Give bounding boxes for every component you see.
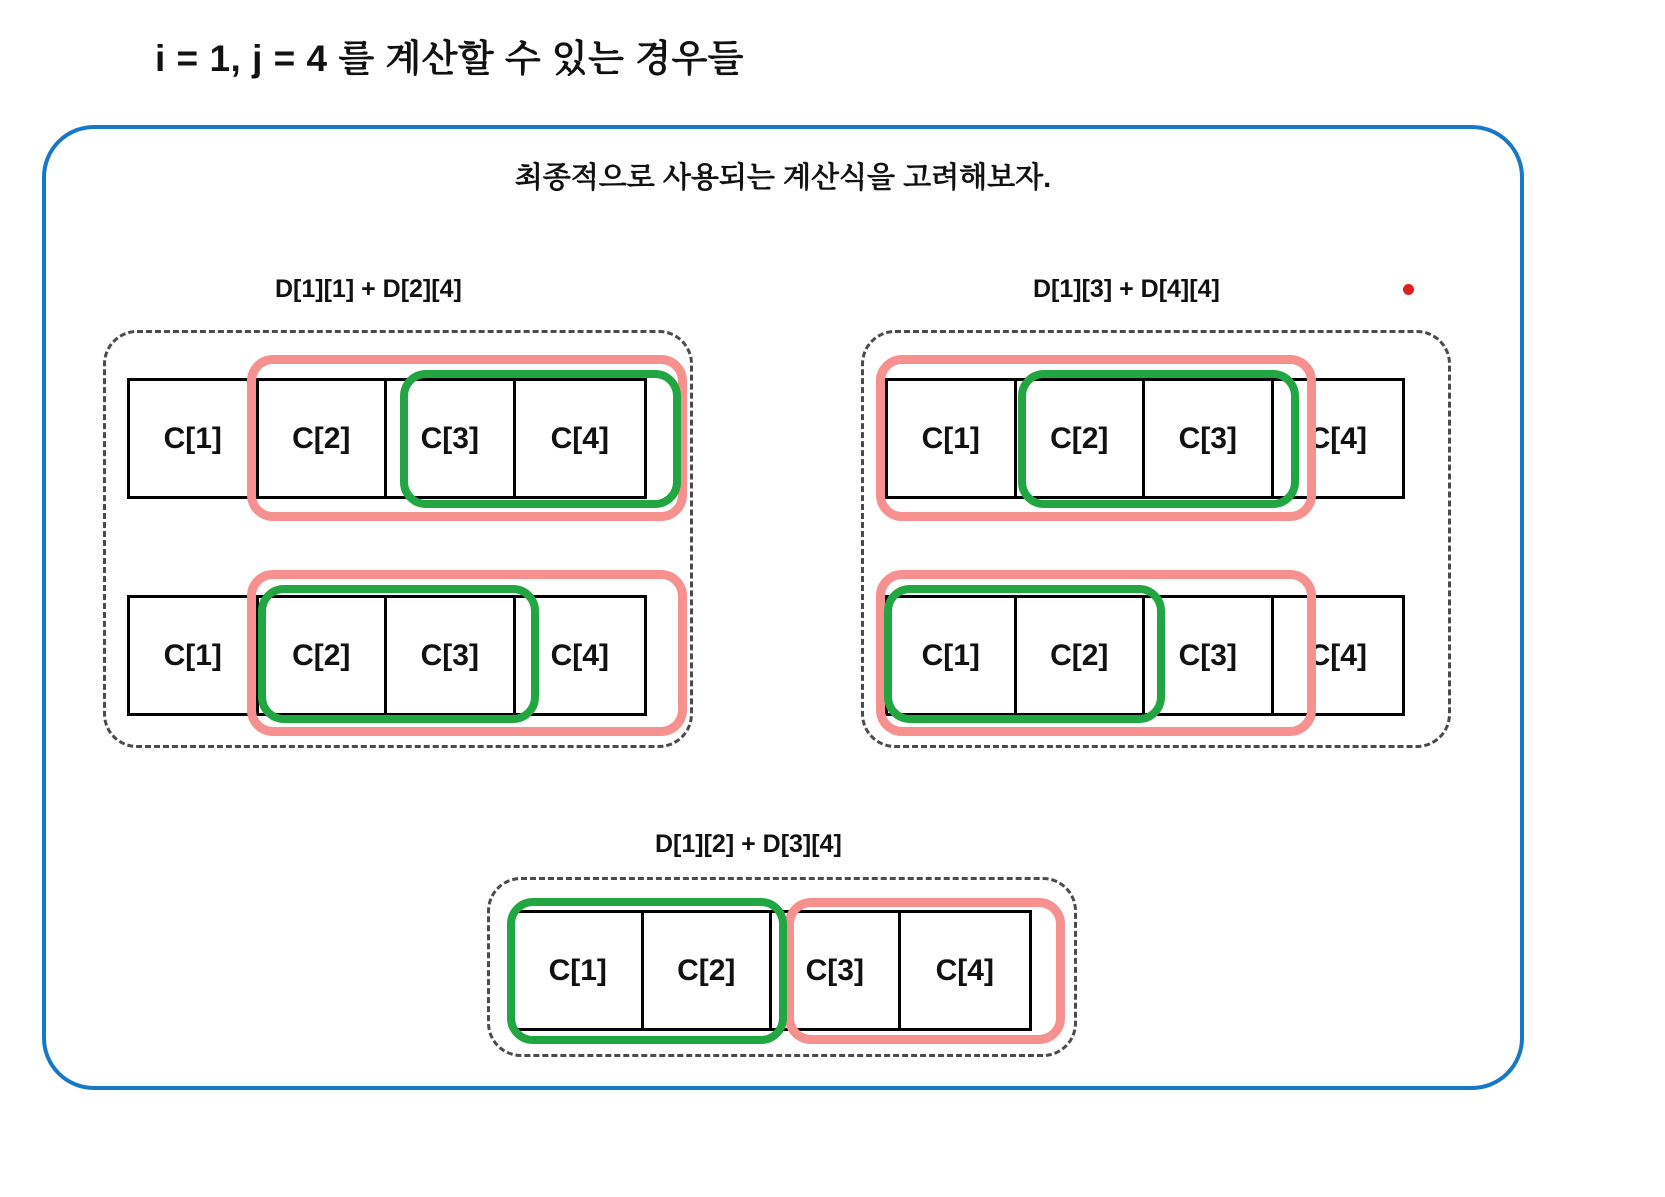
cell-c3: C[3] bbox=[772, 913, 901, 1028]
group-label-1: D[1][1] + D[2][4] bbox=[275, 275, 462, 303]
cell-c2: C[2] bbox=[644, 913, 773, 1028]
cell-c3: C[3] bbox=[387, 598, 516, 713]
cell-c1: C[1] bbox=[515, 913, 644, 1028]
cell-c4: C[4] bbox=[550, 421, 609, 455]
cell-c4: C[4] bbox=[550, 638, 609, 672]
group-label-3: D[1][2] + D[3][4] bbox=[655, 830, 842, 858]
page-title: i = 1, j = 4 를 계산할 수 있는 경우들 bbox=[155, 38, 744, 79]
cell-c4: C[4] bbox=[935, 953, 994, 987]
table-row bbox=[885, 595, 1405, 716]
table-row bbox=[127, 595, 647, 716]
table-row bbox=[885, 378, 1405, 499]
cell-c1: C[1] bbox=[888, 598, 1017, 713]
table-row bbox=[512, 910, 1032, 1031]
cell-c2: C[2] bbox=[259, 381, 388, 496]
table-row bbox=[127, 378, 647, 499]
cell-c3: C[3] bbox=[387, 381, 516, 496]
cell-c2: C[2] bbox=[1017, 381, 1146, 496]
cell-c1: C[1] bbox=[130, 598, 259, 713]
cell-c4: C[4] bbox=[1308, 638, 1367, 672]
cell-c1: C[1] bbox=[888, 381, 1017, 496]
cell-c3: C[3] bbox=[1145, 381, 1274, 496]
cell-c2: C[2] bbox=[259, 598, 388, 713]
red-dot-marker bbox=[1403, 284, 1414, 295]
cell-c1: C[1] bbox=[130, 381, 259, 496]
cell-c2: C[2] bbox=[1017, 598, 1146, 713]
cell-c3: C[3] bbox=[1145, 598, 1274, 713]
cell-c4: C[4] bbox=[1308, 421, 1367, 455]
group-label-2: D[1][3] + D[4][4] bbox=[1033, 275, 1220, 303]
subtitle: 최종적으로 사용되는 계산식을 고려해보자. bbox=[514, 162, 1052, 194]
